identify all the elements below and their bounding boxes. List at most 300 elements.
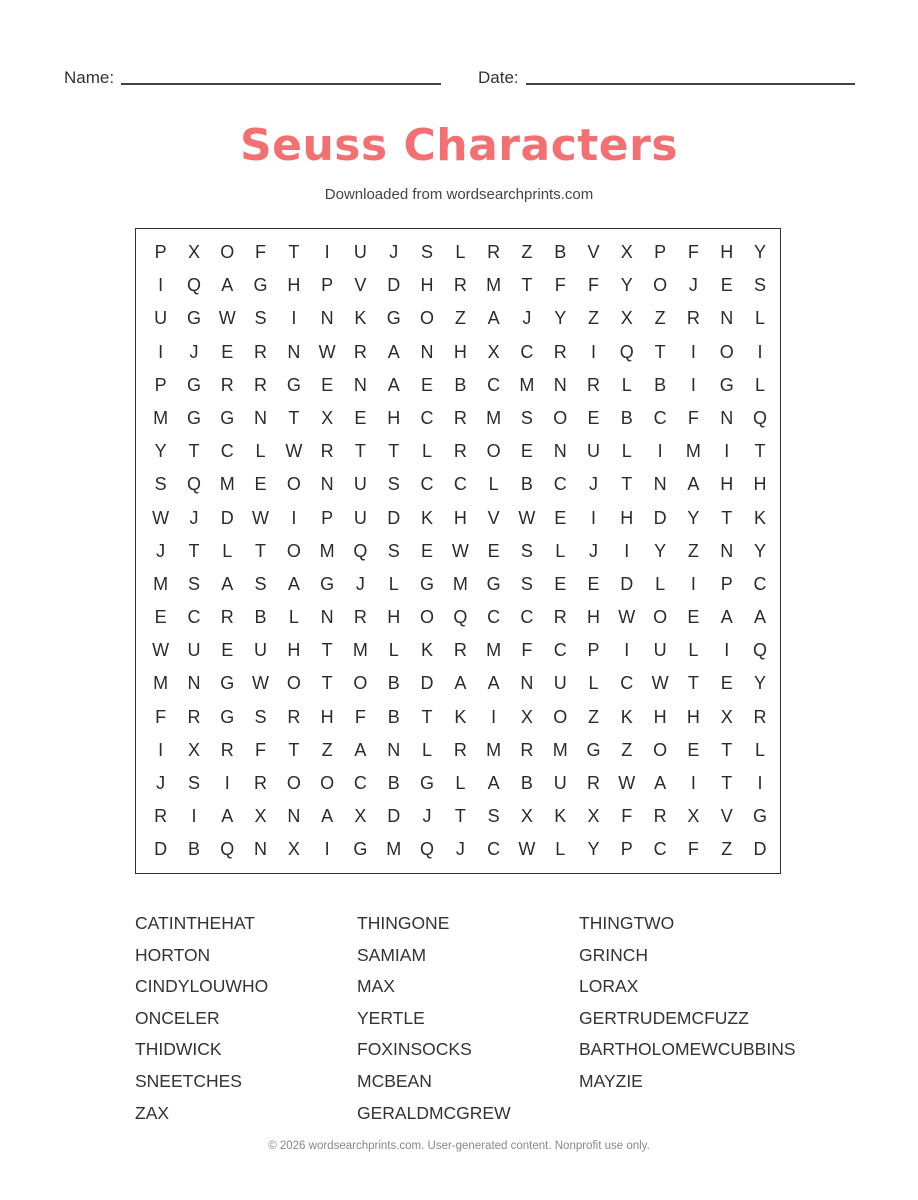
grid-cell: M: [352, 640, 368, 661]
grid-row: [144, 634, 772, 667]
grid-cell: Y: [753, 540, 766, 561]
grid-cell: Z: [654, 308, 666, 329]
grid-cell: L: [222, 540, 233, 561]
grid-row: [144, 833, 772, 866]
grid-cell: K: [753, 507, 766, 528]
word-list-item: CINDYLOUWHO: [135, 976, 269, 997]
grid-cell: N: [720, 308, 734, 329]
grid-cell: X: [354, 806, 367, 827]
grid-cell: R: [753, 706, 767, 727]
grid-cell: X: [620, 308, 633, 329]
grid-cell: J: [455, 839, 465, 860]
grid-cell: O: [486, 441, 501, 462]
grid-cell: B: [454, 374, 467, 395]
grid-cell: I: [324, 839, 330, 860]
grid-row: [144, 269, 772, 302]
grid-cell: F: [255, 242, 267, 262]
grid-cell: D: [653, 507, 667, 528]
grid-cell: A: [387, 341, 400, 362]
grid-cell: F: [687, 242, 699, 262]
grid-cell: I: [724, 640, 730, 661]
grid-cell: T: [421, 706, 433, 727]
grid-cell: R: [553, 341, 567, 362]
grid-cell: X: [520, 706, 533, 727]
grid-cell: C: [653, 839, 667, 860]
grid-cell: N: [287, 341, 301, 362]
grid-cell: L: [455, 242, 466, 262]
grid-cell: I: [158, 341, 164, 362]
grid-row: [144, 734, 772, 767]
grid-cell: L: [288, 607, 299, 628]
grid-cell: R: [453, 640, 467, 661]
grid-cell: D: [387, 275, 401, 296]
grid-cell: U: [653, 640, 667, 661]
grid-cell: O: [320, 773, 335, 793]
grid-cell: B: [554, 242, 567, 262]
grid-cell: C: [553, 474, 567, 495]
grid-cell: R: [220, 607, 234, 628]
grid-cell: S: [520, 407, 533, 428]
grid-cell: E: [254, 474, 267, 495]
grid-cell: U: [187, 640, 201, 661]
grid-cell: O: [653, 607, 668, 628]
date-label: Date:: [478, 68, 519, 87]
grid-cell: D: [387, 507, 401, 528]
grid-cell: I: [757, 341, 763, 362]
name-label: Name:: [64, 68, 115, 87]
grid-cell: I: [591, 341, 597, 362]
grid-cell: C: [520, 607, 534, 628]
grid-cell: C: [753, 573, 767, 594]
grid-cell: T: [321, 640, 333, 661]
grid-cell: T: [754, 441, 766, 462]
grid-cell: B: [520, 474, 533, 495]
grid-cell: W: [451, 540, 469, 561]
grid-cell: M: [153, 573, 169, 594]
grid-cell: L: [555, 540, 566, 561]
grid-cell: C: [420, 474, 434, 495]
grid-cell: A: [487, 773, 500, 793]
grid-cell: R: [220, 739, 234, 760]
grid-cell: M: [685, 441, 701, 462]
grid-cell: E: [554, 507, 567, 528]
grid-cell: R: [587, 374, 600, 395]
grid-cell: N: [187, 673, 201, 694]
grid-cell: N: [320, 308, 334, 329]
grid-cell: P: [620, 839, 633, 860]
grid-cell: J: [189, 507, 199, 528]
grid-cell: L: [754, 308, 765, 329]
grid-cell: H: [387, 607, 401, 628]
grid-cell: E: [554, 573, 567, 594]
grid-cell: K: [421, 640, 434, 661]
grid-cell: F: [155, 706, 167, 727]
grid-cell: L: [555, 839, 566, 860]
grid-cell: X: [187, 242, 200, 262]
grid-cell: M: [519, 374, 535, 395]
grid-cell: H: [753, 474, 767, 495]
grid-cell: S: [254, 706, 267, 727]
grid-cell: B: [254, 607, 267, 628]
grid-cell: A: [221, 806, 234, 827]
grid-cell: L: [754, 739, 765, 760]
name-line: [121, 83, 441, 85]
grid-cell: T: [288, 739, 300, 760]
grid-cell: A: [354, 739, 367, 760]
grid-cell: L: [621, 441, 632, 462]
grid-cell: Q: [752, 640, 767, 661]
grid-cell: K: [421, 507, 434, 528]
grid-cell: A: [221, 275, 234, 296]
word-list-item: HORTON: [135, 944, 211, 965]
grid-cell: Y: [587, 839, 600, 860]
grid-cell: W: [618, 773, 636, 793]
grid-cell: R: [254, 773, 268, 793]
grid-cell: J: [589, 540, 598, 561]
grid-cell: O: [286, 474, 301, 495]
grid-cell: J: [189, 341, 199, 362]
grid-cell: O: [553, 407, 568, 428]
grid-cell: Y: [753, 242, 766, 262]
grid-cell: R: [353, 341, 367, 362]
grid-cell: M: [219, 474, 235, 495]
grid-cell: U: [353, 242, 367, 262]
grid-cell: O: [353, 673, 368, 694]
grid-cell: N: [353, 374, 367, 395]
grid-cell: N: [387, 739, 401, 760]
grid-cell: D: [154, 839, 168, 860]
grid-cell: O: [420, 607, 435, 628]
grid-row: [144, 767, 772, 800]
word-column-1: [135, 912, 268, 1133]
grid-cell: H: [387, 407, 401, 428]
grid-cell: K: [354, 308, 367, 329]
grid-cell: F: [687, 839, 699, 860]
grid-cell: B: [654, 374, 667, 395]
grid-cell: I: [657, 441, 663, 462]
grid-cell: M: [386, 839, 402, 860]
grid-cell: W: [218, 308, 236, 329]
grid-row: [144, 435, 772, 468]
grid-cell: M: [153, 407, 169, 428]
header-fields: [0, 66, 918, 96]
grid-cell: M: [319, 540, 335, 561]
grid-cell: Q: [619, 341, 634, 362]
grid-cell: C: [653, 407, 667, 428]
word-list-item: BARTHOLOMEWCUBBINS: [579, 1039, 796, 1060]
grid-cell: H: [287, 275, 301, 296]
grid-cell: J: [688, 275, 698, 296]
grid-cell: E: [687, 607, 700, 628]
grid-cell: T: [354, 441, 366, 462]
grid-cell: W: [152, 507, 170, 528]
grid-cell: R: [553, 607, 567, 628]
grid-cell: G: [320, 573, 335, 594]
page-title: Seuss Characters: [239, 120, 679, 171]
grid-cell: E: [321, 374, 334, 395]
grid-cell: E: [520, 441, 533, 462]
word-list-item: SAMIAM: [357, 944, 427, 965]
grid-cell: P: [321, 275, 334, 296]
grid-cell: U: [587, 441, 600, 462]
grid-cell: O: [653, 275, 668, 296]
grid-cell: O: [286, 540, 301, 561]
grid-cell: A: [487, 308, 500, 329]
grid-cell: C: [187, 607, 201, 628]
grid-cell: X: [321, 407, 334, 428]
grid-cell: G: [186, 308, 201, 329]
word-list-item: THINGONE: [357, 913, 450, 933]
grid-cell: S: [154, 474, 167, 495]
grid-cell: F: [687, 407, 699, 428]
grid-cell: I: [324, 242, 330, 262]
grid-cell: B: [520, 773, 533, 793]
grid-cell: S: [753, 275, 766, 296]
footer-text: © 2026 wordsearchprints.com. User-generated content. Nonprofit use only.: [268, 1140, 650, 1152]
grid-cell: A: [321, 806, 334, 827]
grid-cell: X: [187, 739, 200, 760]
grid-cell: T: [288, 242, 300, 262]
grid-cell: Q: [220, 839, 235, 860]
grid-cell: R: [453, 739, 467, 760]
grid-cell: U: [353, 507, 367, 528]
grid-cell: Z: [588, 706, 599, 727]
grid-cell: Z: [687, 540, 699, 561]
grid-cell: V: [720, 806, 733, 827]
grid-cell: T: [721, 507, 733, 528]
grid-cell: T: [621, 474, 633, 495]
word-list-item: MAX: [357, 976, 395, 997]
grid-cell: A: [654, 773, 667, 793]
grid-cell: X: [720, 706, 733, 727]
grid-cell: H: [620, 507, 634, 528]
grid-cell: U: [553, 673, 567, 694]
grid-cell: O: [553, 706, 568, 727]
grid-cell: G: [220, 706, 235, 727]
grid-cell: L: [488, 474, 499, 495]
grid-cell: D: [220, 507, 234, 528]
grid-cell: C: [220, 441, 234, 462]
grid-cell: D: [420, 673, 434, 694]
grid-cell: R: [287, 706, 301, 727]
grid-cell: A: [287, 573, 300, 594]
word-list-item: CATINTHEHAT: [135, 913, 255, 933]
word-list-item: ONCELER: [135, 1007, 220, 1028]
grid-row: [144, 535, 772, 568]
grid-cell: T: [288, 407, 300, 428]
grid-cell: V: [354, 275, 367, 296]
grid-row: [144, 568, 772, 601]
grid-cell: A: [687, 474, 700, 495]
grid-cell: K: [454, 706, 467, 727]
grid-cell: J: [522, 308, 532, 329]
grid-cell: R: [254, 374, 268, 395]
grid-cell: L: [388, 573, 399, 594]
grid-cell: M: [153, 673, 169, 694]
grid-cell: A: [221, 573, 234, 594]
grid-cell: N: [653, 474, 667, 495]
grid-cell: E: [354, 407, 367, 428]
grid-cell: P: [321, 507, 334, 528]
grid-cell: X: [587, 806, 600, 827]
grid-cell: E: [154, 607, 167, 628]
grid-cell: C: [353, 773, 367, 793]
grid-cell: H: [720, 242, 734, 262]
grid-cell: Q: [186, 275, 201, 296]
word-list-item: GRINCH: [579, 944, 649, 965]
grid-cell: F: [255, 739, 267, 760]
grid-cell: D: [620, 573, 634, 594]
word-list-item: THINGTWO: [579, 913, 675, 933]
grid-cell: R: [587, 773, 600, 793]
grid-cell: F: [354, 706, 366, 727]
word-list-item: MCBEAN: [357, 1070, 432, 1091]
grid-cell: X: [287, 839, 300, 860]
page-subtitle: Downloaded from wordsearchprints.com: [324, 186, 594, 203]
grid-cell: C: [487, 374, 501, 395]
grid-cell: A: [753, 607, 766, 628]
grid-row: [144, 502, 772, 535]
grid-cell: I: [624, 540, 630, 561]
grid-cell: O: [220, 242, 235, 262]
grid-cell: H: [420, 275, 434, 296]
grid-row: [144, 402, 772, 435]
grid-cell: S: [387, 474, 400, 495]
grid-cell: R: [686, 308, 700, 329]
grid-cell: O: [286, 673, 301, 694]
grid-cell: I: [690, 573, 696, 594]
grid-cell: Y: [554, 308, 567, 329]
grid-cell: R: [453, 407, 467, 428]
grid-cell: L: [422, 441, 433, 462]
grid-cell: R: [520, 739, 534, 760]
grid-cell: I: [158, 739, 164, 760]
grid-cell: G: [220, 673, 235, 694]
grid-cell: J: [156, 773, 166, 793]
grid-cell: L: [455, 773, 466, 793]
word-column-3: [579, 912, 796, 1102]
grid-cell: L: [422, 739, 433, 760]
grid-cell: F: [621, 806, 633, 827]
grid-cell: E: [421, 374, 434, 395]
grid-cell: Z: [521, 242, 533, 262]
grid-cell: N: [287, 806, 301, 827]
grid-cell: G: [486, 573, 501, 594]
grid-cell: Q: [353, 540, 368, 561]
grid-cell: G: [253, 275, 268, 296]
grid-cell: C: [453, 474, 467, 495]
grid-cell: V: [487, 507, 500, 528]
grid-cell: E: [487, 540, 500, 561]
grid-cell: T: [521, 275, 533, 296]
grid-cell: J: [156, 540, 166, 561]
grid-cell: M: [452, 573, 468, 594]
grid-cell: P: [720, 573, 733, 594]
grid-cell: H: [686, 706, 700, 727]
grid-cell: S: [487, 806, 500, 827]
grid-cell: D: [753, 839, 767, 860]
grid-cell: T: [255, 540, 267, 561]
grid-cell: G: [420, 573, 435, 594]
grid-cell: T: [687, 673, 699, 694]
grid-cell: Q: [186, 474, 201, 495]
grid-cell: X: [520, 806, 533, 827]
grid-cell: P: [587, 640, 600, 661]
grid-cell: A: [387, 374, 400, 395]
grid-row: [144, 601, 772, 634]
grid-cell: J: [389, 242, 399, 262]
grid-cell: X: [487, 341, 500, 362]
word-search-grid: [135, 228, 781, 874]
grid-cell: O: [286, 773, 301, 793]
grid-cell: N: [553, 374, 567, 395]
grid-cell: W: [252, 507, 270, 528]
grid-cell: M: [486, 275, 502, 296]
grid-cell: T: [388, 441, 400, 462]
grid-cell: W: [651, 673, 669, 694]
grid-cell: Y: [753, 673, 766, 694]
grid-cell: Q: [752, 407, 767, 428]
grid-cell: G: [752, 806, 767, 827]
grid-cell: W: [518, 839, 536, 860]
grid-cell: E: [720, 673, 733, 694]
grid-cell: G: [386, 308, 401, 329]
grid-cell: R: [154, 806, 168, 827]
grid-cell: X: [687, 806, 700, 827]
grid-cell: W: [518, 507, 536, 528]
grid-cell: G: [719, 374, 734, 395]
grid-cell: B: [387, 706, 400, 727]
grid-cell: C: [620, 673, 634, 694]
grid-cell: R: [453, 275, 467, 296]
grid-cell: I: [757, 773, 763, 793]
grid-cell: C: [520, 341, 534, 362]
grid-cell: H: [287, 640, 301, 661]
grid-cell: X: [254, 806, 267, 827]
grid-cell: G: [420, 773, 435, 793]
grid-cell: J: [355, 573, 365, 594]
grid-cell: S: [187, 573, 200, 594]
grid-cell: N: [254, 407, 268, 428]
grid-cell: N: [520, 673, 534, 694]
grid-row: [144, 667, 772, 700]
grid-cell: U: [254, 640, 268, 661]
grid-cell: T: [321, 673, 333, 694]
grid-cell: N: [553, 441, 567, 462]
grid-cell: R: [220, 374, 234, 395]
grid-row: [144, 302, 772, 335]
grid-cell: W: [152, 640, 170, 661]
grid-cell: I: [690, 341, 696, 362]
grid-cell: M: [486, 739, 502, 760]
grid-row: [144, 468, 772, 501]
grid-cell: C: [487, 839, 501, 860]
grid-cell: S: [254, 573, 267, 594]
grid-cell: I: [158, 275, 164, 296]
grid-cell: I: [624, 640, 630, 661]
grid-cell: Y: [154, 441, 167, 462]
word-list-item: GERALDMCGREW: [357, 1102, 511, 1123]
grid-cell: S: [387, 540, 400, 561]
grid-cell: Z: [621, 739, 633, 760]
word-list-item: GERTRUDEMCFUZZ: [579, 1007, 749, 1028]
grid-cell: X: [620, 242, 633, 262]
grid-cell: L: [621, 374, 632, 395]
grid-cell: M: [486, 640, 502, 661]
grid-cell: O: [719, 341, 734, 362]
grid-cell: Q: [420, 839, 435, 860]
grid-cell: T: [188, 441, 200, 462]
